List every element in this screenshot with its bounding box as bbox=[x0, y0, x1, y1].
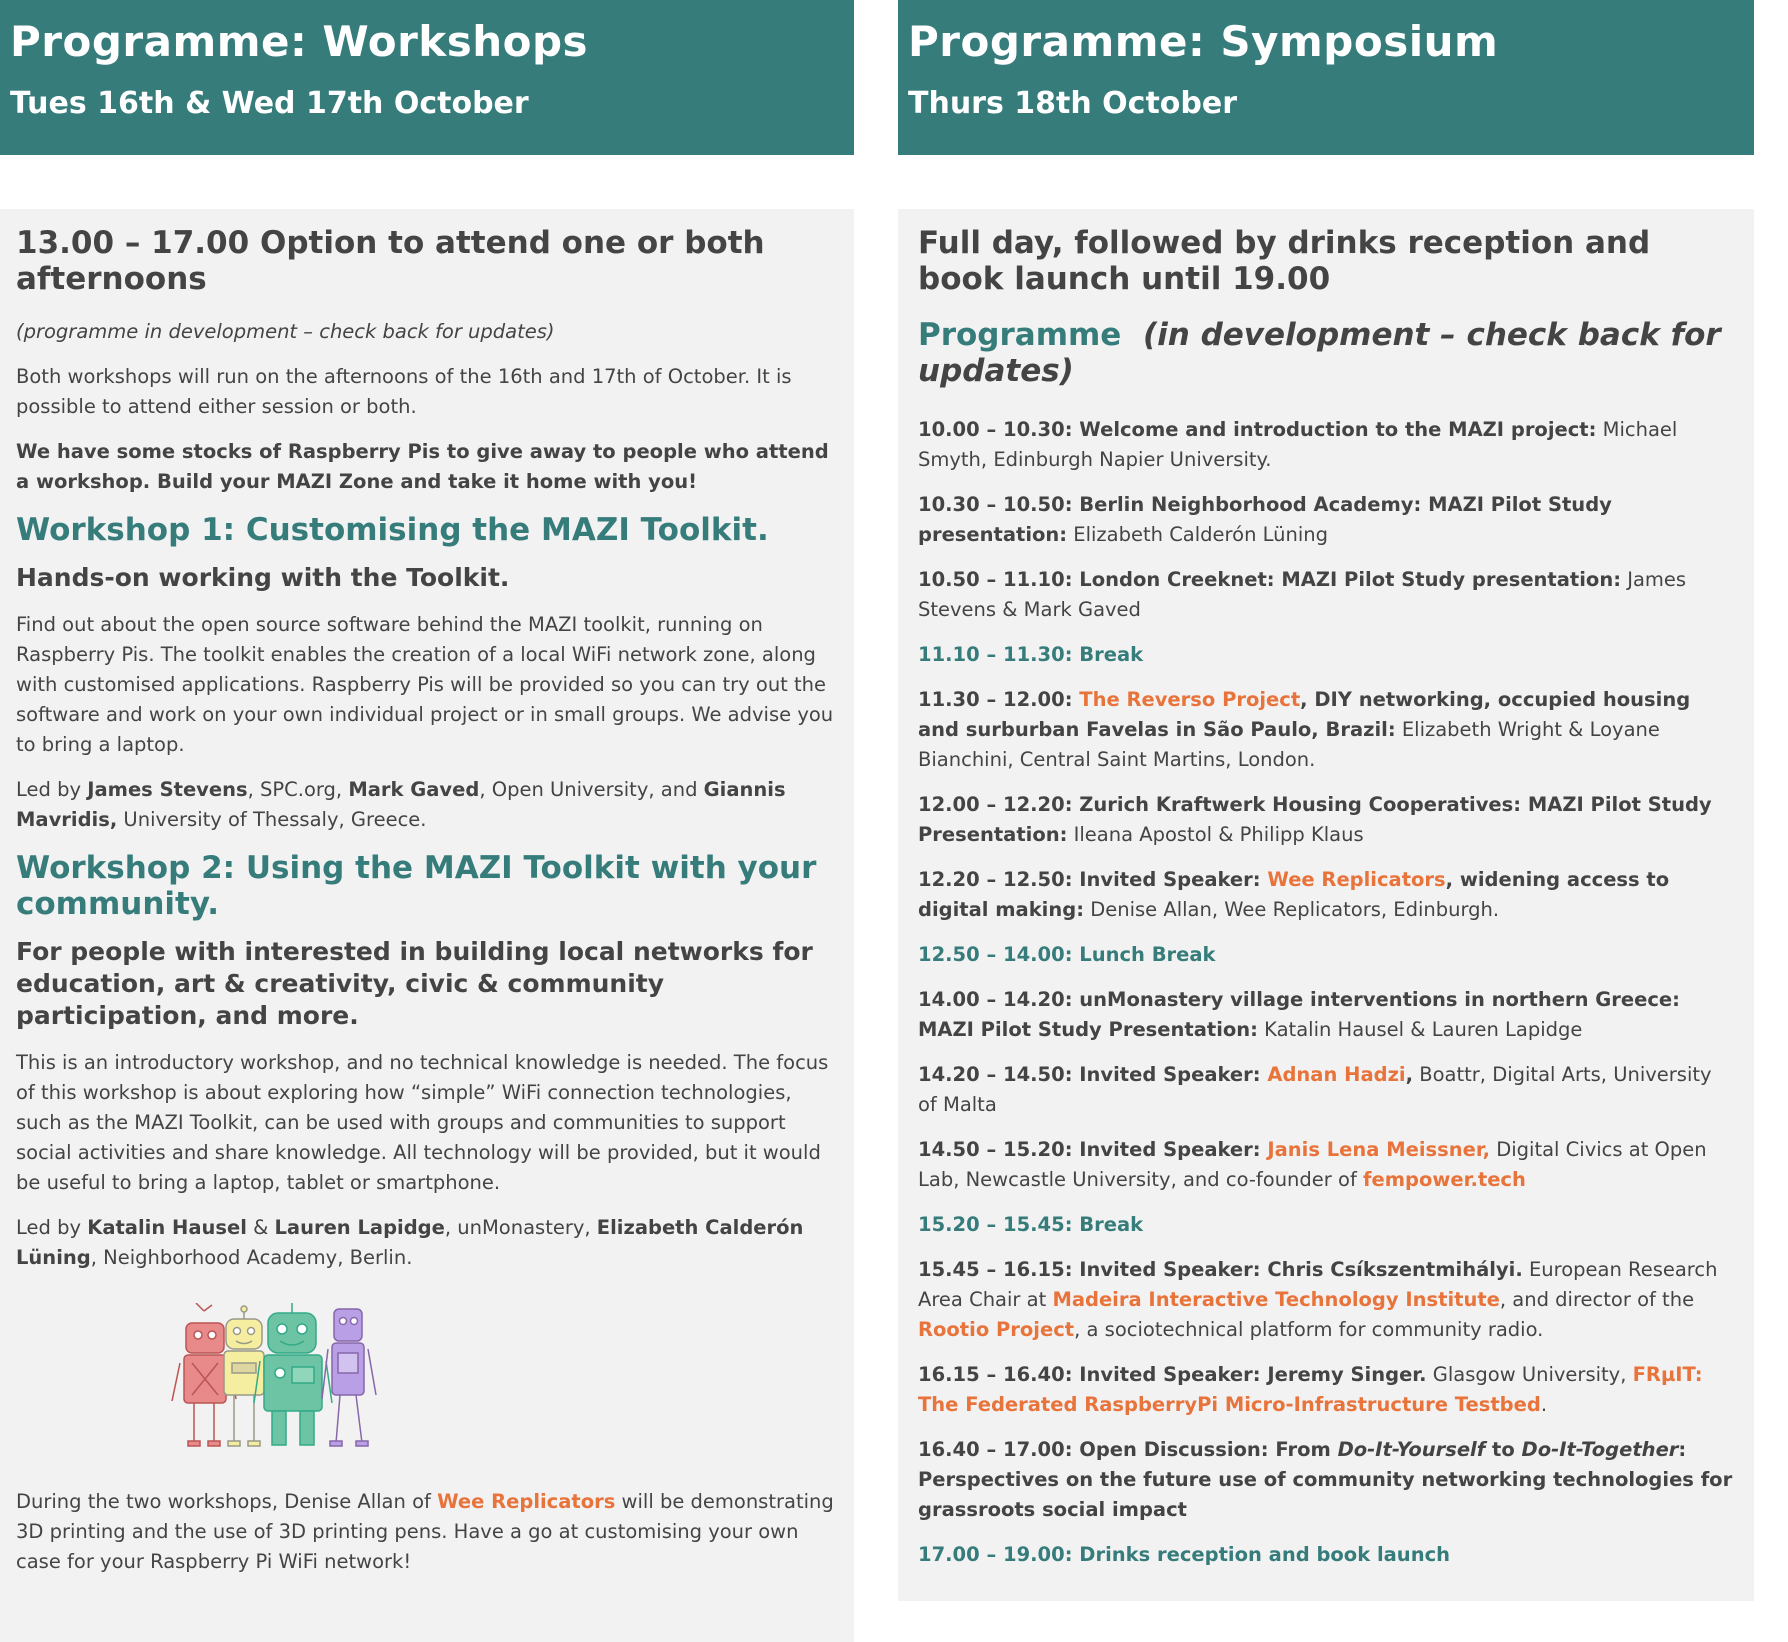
workshops-intro: Both workshops will run on the afternoons of the 16th and 17th of October. It is possible to attend either session or both. bbox=[16, 365, 792, 418]
symposium-panel bbox=[898, 209, 1754, 1601]
wee-replicators-link[interactable]: Wee Replicators bbox=[1267, 868, 1446, 891]
programme-item: 16.15 – 16.40: Invited Speaker: Jeremy Singer. Glasgow University, FRµIT: The Federated RaspberryPi Micro-Infrastructure Testbed. bbox=[918, 1363, 1703, 1416]
fruit-testbed-link[interactable]: FRµIT: The Federated RaspberryPi Micro-Infrastructure Testbed bbox=[918, 1363, 1703, 1416]
workshop-1-body: Find out about the open source software behind the MAZI toolkit, running on Raspberry Pis. The toolkit enables the creation of a local WiFi network zone, along with customised applications. Raspberry Pis will be provided so you can try out the software and work on your own individual project or in small groups. We advise you to bring a laptop. bbox=[16, 613, 834, 756]
break-item: 15.20 – 15.45: Break bbox=[918, 1213, 1144, 1236]
leader-name: Elizabeth Calderón Lüning bbox=[16, 1216, 804, 1269]
leader-name: Lauren Lapidge bbox=[274, 1216, 445, 1239]
leader-name: Mark Gaved bbox=[348, 778, 480, 801]
programme-item: 12.00 – 12.20: Zurich Kraftwerk Housing Cooperatives: MAZI Pilot Study Presentation: Ileana Apostol & Philipp Klaus bbox=[918, 793, 1712, 846]
workshop-2-body: This is an introductory workshop, and no technical knowledge is needed. The focus of this workshop is about exploring how “simple” WiFi connection technologies, such as the MAZI Toolkit, can be used with groups and communities to support social activities and share knowledge. All technology will be provided, but it would be useful to bring a laptop, tablet or smartphone. bbox=[16, 1051, 829, 1194]
robots-illustration bbox=[166, 1303, 396, 1453]
leader-name: James Stevens bbox=[87, 778, 248, 801]
workshop-2-leaders: Led by Katalin Hausel & Lauren Lapidge, unMonastery, Elizabeth Calderón Lüning, Neighborhood Academy, Berlin. bbox=[16, 1216, 804, 1269]
adnan-hadzi-link[interactable]: Adnan Hadzi bbox=[1267, 1063, 1406, 1086]
workshop-1-leaders: Led by James Stevens, SPC.org, Mark Gaved, Open University, and Giannis Mavridis, University of Thessaly, Greece. bbox=[16, 778, 786, 831]
workshops-dev-note: (programme in development – check back for updates) bbox=[16, 320, 555, 343]
fempower-tech-link[interactable]: fempower.tech bbox=[1363, 1168, 1526, 1191]
workshop-1-title: Workshop 1: Customising the MAZI Toolkit. bbox=[16, 512, 769, 548]
workshops-time-heading: 13.00 – 17.00 Option to attend one or both afternoons bbox=[16, 225, 765, 297]
workshops-pis-note: We have some stocks of Raspberry Pis to give away to people who attend a workshop. Build your MAZI Zone and take it home with you! bbox=[16, 440, 829, 493]
programme-item: 15.45 – 16.15: Invited Speaker: Chris Csíkszentmihályi. European Research Area Chair at Madeira Interactive Technology Institute, and director of the Rootio Project, a sociotechnical platform for community radio. bbox=[918, 1258, 1718, 1341]
green-robot-icon bbox=[254, 1303, 332, 1445]
break-item: 11.10 – 11.30: Break bbox=[918, 643, 1144, 666]
programme-item: 10.30 – 10.50: Berlin Neighborhood Academy: MAZI Pilot Study presentation: Elizabeth Calderón Lüning bbox=[918, 493, 1612, 546]
programme-item: 14.50 – 15.20: Invited Speaker: Janis Lena Meissner, Digital Civics at Open Lab, Newcastle University, and co-founder of fempower.tech bbox=[918, 1138, 1707, 1191]
symposium-header bbox=[898, 0, 1754, 155]
break-item: 12.50 – 14.00: Lunch Break bbox=[918, 943, 1216, 966]
programme-item: 16.40 – 17.00: Open Discussion: From Do-It-Yourself to Do-It-Together: Perspectives on the future use of community networking technologies for grassroots social impact bbox=[918, 1438, 1733, 1521]
workshops-column bbox=[0, 0, 854, 1573]
programme-item: 12.20 – 12.50: Invited Speaker: Wee Replicators, widening access to digital making: Denise Allan, Wee Replicators, Edinburgh. bbox=[918, 868, 1670, 921]
printing-note: During the two workshops, Denise Allan of Wee Replicators will be demonstrating 3D printing and the use of 3D printing pens. Have a go at customising your own case for your Raspberry Pi WiFi network! bbox=[16, 1490, 834, 1573]
janis-lena-meissner-link[interactable]: Janis Lena Meissner, bbox=[1267, 1138, 1491, 1161]
programme-item: 14.00 – 14.20: unMonastery village interventions in northern Greece: MAZI Pilot Study Presentation: Katalin Hausel & Lauren Lapidge bbox=[918, 988, 1680, 1041]
workshops-title: Programme: Workshops bbox=[10, 17, 589, 66]
workshops-header bbox=[0, 0, 854, 155]
workshops-dates: Tues 16th & Wed 17th October bbox=[10, 86, 529, 121]
wee-replicators-link[interactable]: Wee Replicators bbox=[437, 1490, 616, 1513]
programme-item: 11.30 – 12.00: The Reverso Project, DIY networking, occupied housing and surburban Favelas in São Paulo, Brazil: Elizabeth Wright & Loyane Bianchini, Central Saint Martins, London. bbox=[918, 688, 1691, 771]
workshops-panel bbox=[0, 209, 854, 1642]
programme-note: (in development – check back for updates) bbox=[918, 317, 1721, 389]
rootio-project-link[interactable]: Rootio Project bbox=[918, 1318, 1075, 1341]
leader-name: Katalin Hausel bbox=[87, 1216, 247, 1239]
programme-item: 10.50 – 11.10: London Creeknet: MAZI Pilot Study presentation: James Stevens & Mark Gaved bbox=[918, 568, 1687, 621]
symposium-dates: Thurs 18th October bbox=[908, 86, 1238, 121]
symposium-title: Programme: Symposium bbox=[908, 17, 1499, 66]
leader-name: Giannis Mavridis, bbox=[16, 778, 786, 831]
programme-item: 14.20 – 14.50: Invited Speaker: Adnan Hadzi, Boattr, Digital Arts, University of Malta bbox=[918, 1063, 1712, 1116]
symposium-day-heading: Full day, followed by drinks reception and book launch until 19.00 bbox=[918, 225, 1651, 297]
workshop-2-subtitle: For people with interested in building local networks for education, art & creativity, civic & community participation, and more. bbox=[16, 937, 813, 1030]
reverso-project-link[interactable]: The Reverso Project bbox=[1079, 688, 1301, 711]
madeira-institute-link[interactable]: Madeira Interactive Technology Institute bbox=[1052, 1288, 1500, 1311]
purple-robot-icon bbox=[322, 1309, 376, 1446]
programme-item: 10.00 – 10.30: Welcome and introduction to the MAZI project: Michael Smyth, Edinburgh Napier University. bbox=[918, 418, 1678, 471]
programme-heading: Programme (in development – check back for updates) bbox=[918, 317, 1721, 389]
break-item: 17.00 – 19.00: Drinks reception and book launch bbox=[918, 1543, 1451, 1566]
symposium-column bbox=[898, 0, 1754, 1566]
workshop-2-title: Workshop 2: Using the MAZI Toolkit with your community. bbox=[16, 850, 817, 922]
workshop-1-subtitle: Hands-on working with the Toolkit. bbox=[16, 563, 510, 592]
